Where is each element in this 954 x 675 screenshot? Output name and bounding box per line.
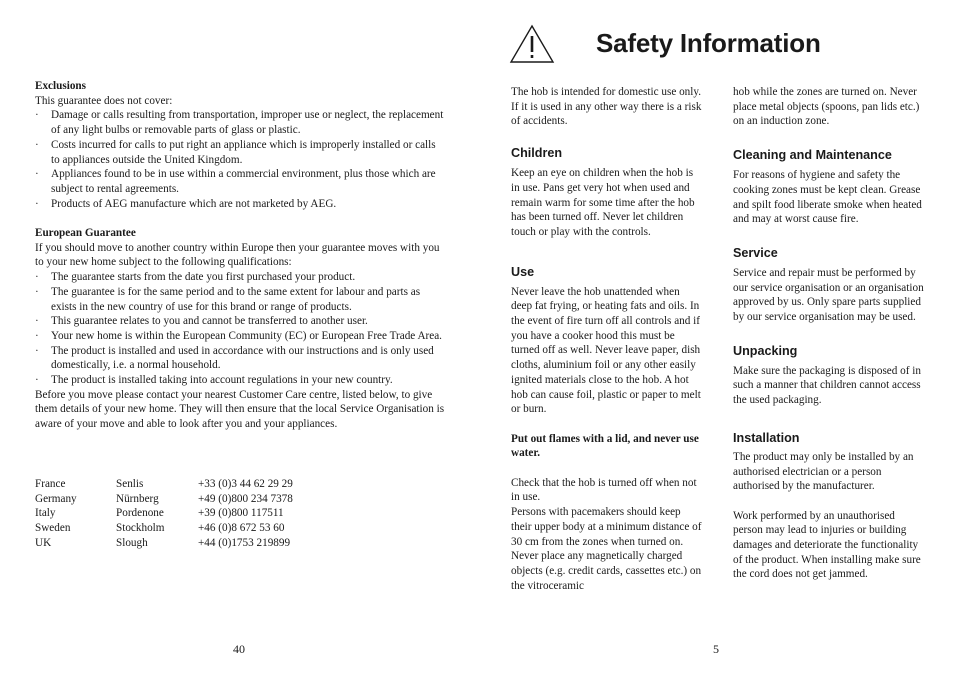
contact-country: Italy [35, 507, 56, 520]
service-text: Service and repair must be performed by our service organisation or an organisation approved by us. Only spare parts supplied by our service organisation may be used. [733, 266, 924, 324]
continued-text: hob while the zones are turned on. Never place metal objects (spoons, pan lids etc.) on an induction zone. [733, 86, 920, 128]
table-row [35, 506, 335, 521]
list-item: · The guarantee starts from the date you first purchased your product. [35, 270, 447, 285]
intro-text: The hob is intended for domestic use only. If it is used in any other way there is a risk of accidents. [511, 86, 702, 128]
list-item: · Damage or calls resulting from transportation, improper use or neglect, the replacement of any light bulbs or removable parts of glass or plastic. [35, 108, 447, 137]
list-item: · Your new home is within the European Community (EC) or European Free Trade Area. [35, 329, 447, 344]
exclusions-section [35, 79, 447, 211]
european-guarantee-outro: Before you move please contact your nearest Customer Care centre, listed below, to give them details of your new home. They will then ensure that the local Service Organisation is aware of your move and able to look after you and your appliances. [35, 388, 445, 431]
exclusions-list [35, 108, 447, 211]
contact-country: UK [35, 536, 52, 549]
contact-city: Stockholm [116, 522, 165, 535]
unpacking-text: Make sure the packaging is disposed of in such a manner that children cannot access the used packaging. [733, 364, 921, 407]
page-number-left: 40 [233, 642, 245, 656]
contact-phone: +39 (0)800 117511 [198, 507, 284, 520]
exclusions-intro: This guarantee does not cover: [35, 94, 173, 107]
contact-country: Germany [35, 492, 77, 505]
check-text: Check that the hob is turned off when not in use. [511, 476, 697, 504]
contact-phone: +46 (0)8 672 53 60 [198, 522, 285, 535]
list-item: · Appliances found to be in use within a commercial environment, plus those which are subject to rental agreements. [35, 167, 447, 196]
page-title: Safety Information [596, 28, 821, 58]
table-row [35, 521, 335, 536]
installation-text-2: Work performed by an unauthorised person may lead to injuries or building damages and deteriorate the functionality of the product. When installing make sure the cord does not get jammed. [733, 509, 921, 581]
list-item: · Costs incurred for calls to put right an appliance which is improperly installed or calls to appliances outside the United Kingdom. [35, 138, 447, 167]
table-row [35, 536, 335, 551]
contact-city: Slough [116, 536, 148, 549]
safety-column-1 [511, 85, 703, 593]
table-row [35, 492, 335, 507]
exclusions-heading: Exclusions [35, 80, 86, 92]
european-guarantee-intro: If you should move to another country within Europe then your guarantee moves with you to your new home subject to the following qualifications: [35, 241, 440, 269]
contact-city: Senlis [116, 478, 144, 490]
contact-phone: +44 (0)1753 219899 [198, 536, 291, 549]
use-heading: Use [511, 264, 535, 279]
magnetic-text: Never place any magnetically charged objects (e.g. credit cards, cassettes etc.) on the vitroceramic [511, 550, 702, 592]
contact-city: Nürnberg [116, 492, 159, 505]
page-number-right: 5 [713, 642, 719, 656]
unpacking-heading: Unpacking [733, 343, 798, 358]
european-guarantee-list [35, 270, 447, 388]
contact-country: France [35, 478, 66, 490]
list-item: · The product is installed taking into account regulations in your new country. [35, 373, 447, 388]
contact-city: Pordenone [116, 507, 164, 520]
list-item: · This guarantee relates to you and cannot be transferred to another user. [35, 314, 447, 329]
installation-text-1: The product may only be installed by an authorised electrician or a person authorised by the manufacturer. [733, 450, 914, 493]
contact-country: Sweden [35, 522, 71, 535]
children-heading: Children [511, 146, 563, 161]
list-item: · Products of AEG manufacture which are not marketed by AEG. [35, 197, 447, 212]
flames-warning: Put out flames with a lid, and never use water. [511, 432, 699, 460]
service-heading: Service [733, 245, 778, 260]
european-guarantee-section [35, 226, 447, 432]
contact-phone: +33 (0)3 44 62 29 29 [198, 478, 293, 490]
children-text: Keep an eye on children when the hob is in use. Pans get very hot when used and remain warm for some time after the hob has been turned off. Never let children touch or play with the controls. [511, 167, 695, 238]
installation-heading: Installation [733, 430, 800, 445]
list-item: · The guarantee is for the same period and to the same extent for labour and parts as exists in the new country of use for this brand or range of products. [35, 285, 447, 314]
cleaning-text: For reasons of hygiene and safety the cooking zones must be kept clean. Grease and spilt food liberate smoke when heated and may at worst cause fire. [733, 169, 922, 226]
warning-triangle-icon [509, 24, 555, 64]
list-item: · The product is installed and used in accordance with our instructions and is only used domestically, i.e. a normal household. [35, 344, 447, 373]
european-guarantee-heading: European Guarantee [35, 227, 136, 239]
cleaning-heading: Cleaning and Maintenance [733, 148, 892, 163]
contact-table [35, 477, 335, 551]
use-text: Never leave the hob unattended when deep fat frying, or heating fats and oils. In the event of fire turn off all controls and if you have a cooker hood this must be turned off as well. Never leave paper, dish cloths, aluminium foil or any other easily ignited materials close to the hob. A hot hob can cause foil, plastic or paper to melt or burn. [511, 285, 701, 416]
contact-phone: +49 (0)800 234 7378 [198, 492, 293, 505]
safety-column-2 [733, 85, 925, 582]
table-row [35, 477, 335, 492]
pacemaker-text: Persons with pacemakers should keep their upper body at a minimum distance of 30 cm from the zones when turned on. [511, 506, 702, 548]
